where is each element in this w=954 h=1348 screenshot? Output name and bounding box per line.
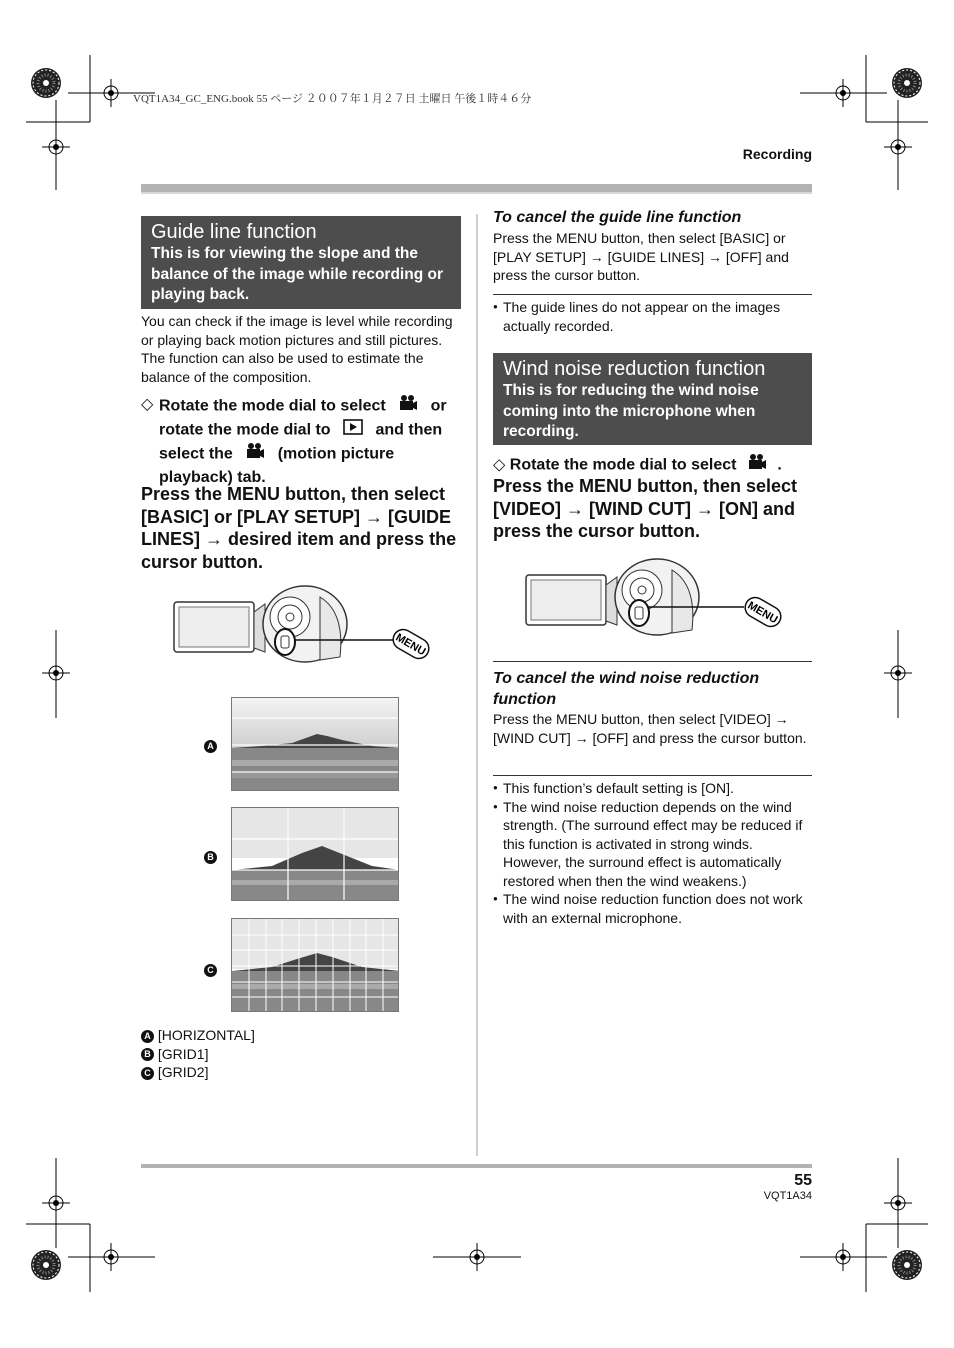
column-divider xyxy=(476,214,478,1156)
step1-text-d: (motion picture playback) tab. xyxy=(159,445,395,486)
motion-picture-icon xyxy=(398,394,418,419)
rule-1 xyxy=(493,294,812,295)
wind-noise-step2: Press the MENU button, then select [VIDEO] → [WIND CUT] → [ON] and press the cursor button. xyxy=(493,476,798,541)
camera-menu-illustration-2 xyxy=(522,557,787,642)
legend-item-horizontal: A [HORIZONTAL] xyxy=(141,1026,441,1045)
marker-b: B xyxy=(204,849,217,867)
wind-noise-subtitle: This is for reducing the wind noise coming into the microphone when recording. xyxy=(503,382,759,440)
print-header-meta: VQT1A34_GC_ENG.book 55 ページ ２００７年１月２７日 土曜日 午後１時４６分 xyxy=(133,93,532,105)
rule-2 xyxy=(493,661,812,662)
cancel-wind-heading: To cancel the wind noise reduction function xyxy=(493,670,760,708)
step1-text-b: or rotate the mode dial to xyxy=(159,397,447,439)
step1-text-a: Rotate the mode dial to select xyxy=(159,397,386,415)
legend-item-grid1: B [GRID1] xyxy=(141,1045,441,1064)
page-number: 55 xyxy=(794,1172,812,1189)
playback-icon xyxy=(343,419,363,442)
cancel-wind-body: Press the MENU button, then select [VIDEO] → [WIND CUT] → [OFF] and press the cursor button. xyxy=(493,711,807,746)
wind-step1-end: . xyxy=(777,456,782,474)
guide-line-intro: You can check if the image is level while recording or playing back motion pictures and still pictures. The function can also be used to estimate the balance of the composition. xyxy=(141,313,453,385)
camera-menu-illustration xyxy=(170,582,435,667)
cancel-guide-line-body: Press the MENU button, then select [BASIC] or [PLAY SETUP] → [GUIDE LINES] → [OFF] and press the cursor button. xyxy=(493,230,789,283)
horizontal-guide-photo xyxy=(231,697,399,791)
note-item: ● The wind noise reduction depends on the wind strength. (The surround effect may be reduced if this function is activated in strong winds. However, the surround effect is automatically restored when then the wind weakens.) xyxy=(493,798,811,891)
note-guide-lines: ● The guide lines do not appear on the images actually recorded. xyxy=(493,298,812,335)
wind-noise-title: Wind noise reduction function xyxy=(503,358,766,380)
marker-a: A xyxy=(204,738,217,756)
guide-line-step1 xyxy=(141,394,461,489)
legend-list xyxy=(141,1026,441,1082)
diamond-icon: ◇ xyxy=(493,456,506,474)
top-divider-shadow xyxy=(141,192,812,194)
menu-button-label: MENU xyxy=(393,631,428,659)
diamond-icon: ◇ xyxy=(141,396,154,413)
guide-line-header-box xyxy=(141,216,461,309)
cancel-guide-line-heading: To cancel the guide line function xyxy=(493,209,742,226)
note-item: ● The wind noise reduction function does not work with an external microphone. xyxy=(493,890,811,927)
legend-item-grid2: C [GRID2] xyxy=(141,1063,441,1082)
marker-c: C xyxy=(204,962,217,980)
grid2-guide-photo xyxy=(231,918,399,1012)
guide-line-title: Guide line function xyxy=(151,221,317,243)
guide-line-subtitle: This is for viewing the slope and the balance of the image while recording or playing back. xyxy=(151,245,443,303)
wind-step1-text: Rotate the mode dial to select xyxy=(509,456,737,474)
menu-button-label-2: MENU xyxy=(745,599,780,627)
model-code: VQT1A34 xyxy=(763,1190,812,1202)
step1-text-c: and then select the xyxy=(159,421,443,463)
wind-notes-list xyxy=(493,779,811,927)
guide-line-step2: Press the MENU button, then select [BASIC] or [PLAY SETUP] → [GUIDE LINES] → desired item and press the cursor button. xyxy=(141,484,457,572)
section-label: Recording xyxy=(742,146,812,162)
note-item: ● This function’s default setting is [ON]. xyxy=(493,779,811,798)
grid1-guide-photo xyxy=(231,807,399,901)
wind-noise-header-box xyxy=(493,353,812,445)
bottom-divider xyxy=(141,1164,812,1168)
rule-3 xyxy=(493,775,812,776)
motion-picture-tab-icon xyxy=(245,442,265,467)
